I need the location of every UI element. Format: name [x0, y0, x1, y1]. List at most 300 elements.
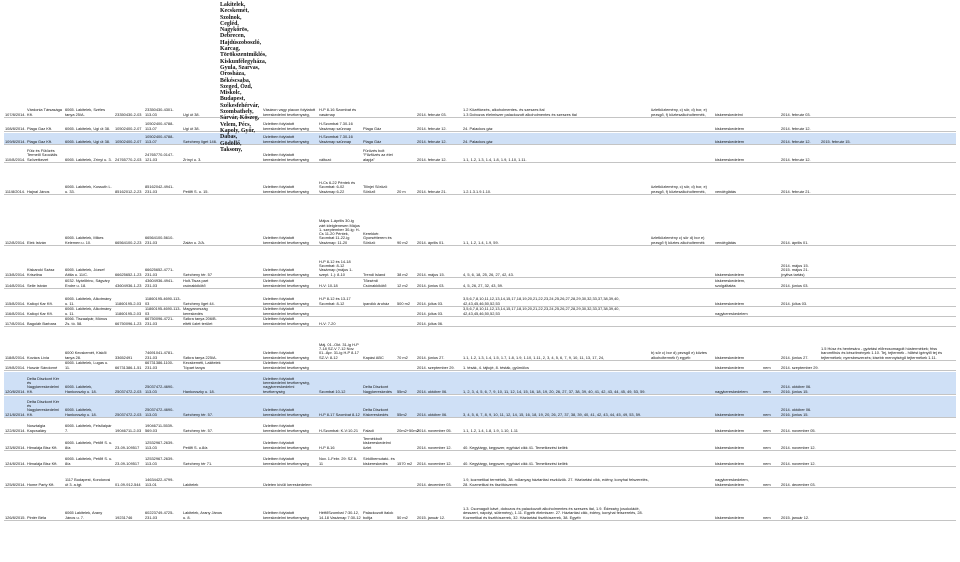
cell-start: 2014. február 21.: [417, 188, 447, 194]
cell-close: 2014. november 05.: [781, 427, 816, 433]
cell-range: Plaga Gáz: [363, 138, 382, 144]
cell-tax: 33652491: [115, 354, 133, 360]
table-row: [4, 372, 956, 395]
cell-site: Lakitelek: [183, 481, 199, 487]
cell-activity: Üzletben folytatott kereskedelmi tevékenység: [263, 407, 309, 417]
cell-range: Faladi: [363, 427, 374, 433]
cell-hours: [318, 468, 362, 487]
cell-range: iparcikk áruház: [363, 300, 390, 306]
cell-name: Huszár Sándorné: [27, 364, 58, 370]
cell-address: 6065. Lakitelek, Hankovszky u. 18.: [65, 407, 97, 417]
cell-area: 50 m2: [397, 514, 408, 520]
cell-activity: Üzletben folytatott kereskedelmi tevékenység: [263, 510, 309, 520]
cell-note: [820, 489, 956, 520]
cell-address: 6065. Lakitelek, Petőfi S. u. 8/a: [65, 456, 113, 466]
cell-area: [396, 318, 416, 326]
cell-type: üzletközlemény, c) sör, d) bor, e) pezsgő, f) köztesalkoholtermék,: [651, 107, 707, 117]
cell-range: Plaga Gáz: [363, 125, 382, 131]
cell-tax: 85162012-2-23: [115, 188, 142, 194]
cell-mode: kiskereskedelem: [715, 354, 744, 360]
cell-type: [650, 435, 714, 450]
cell-range: Kapási ABC: [363, 354, 384, 360]
cell-range: Fürözés bolt "Fűzfözés az élet alapja": [363, 148, 393, 162]
cell-name: Nosztalgia Kapcsaláry: [27, 423, 47, 433]
cell-close: [780, 318, 820, 326]
cell-note: [820, 435, 956, 450]
cell-reg: 25037472-4690-113-03: [145, 407, 174, 417]
cell-name: Delta Diszkont Kér és Nagykereskedelmi Kft.: [27, 375, 60, 394]
cell-activity: Üzletben folytatott kereskedelmi tevékenység: [263, 350, 309, 360]
cell-date: 117/8/2014.: [5, 320, 26, 326]
table-row: [4, 88, 956, 118]
cell-status: nem: [763, 444, 771, 450]
cell-reg: 12532967-2639-113-03: [145, 456, 174, 466]
cell-area: 20 m: [397, 188, 406, 194]
cell-activity: Üzletben folytatott kereskedelmi tevékenység: [263, 152, 309, 162]
cell-start: 2014. július 06.: [417, 320, 444, 326]
cell-type: [650, 396, 714, 417]
cell-products: 1.1, 1.2, 1.3, 1.4, 1.5, 1.7, 1.8, 1.9, 1.10, 1.11, 2, 3, 4, 5, 6, 7, 9, 10, 11, 13, 17, 24,: [463, 354, 605, 360]
cell-area: [396, 119, 416, 131]
cell-area: 500 m2: [397, 300, 410, 306]
cell-site: Szécheny tér 71.: [183, 460, 213, 466]
cell-close: 2014. június 27.: [781, 354, 809, 360]
cell-start: 2014. június 27.: [417, 354, 445, 360]
table-row: [4, 133, 956, 145]
cell-status: [762, 318, 780, 326]
table-row: [4, 452, 956, 467]
cell-area: 70 m2: [397, 354, 408, 360]
cell-status: nem: [763, 364, 771, 370]
cell-products: 3,5,6,7,8,10,11,12,13,14,15,17,18,19,20,21,22,23,24,25,26,27,28,29,30,32,33,37,38,39,40, 42,43,45,46,50,52,53: [463, 296, 620, 306]
cell-area: [396, 146, 416, 162]
cell-area: [396, 435, 416, 450]
cell-reg: 66731386-1100-231-03: [145, 360, 174, 370]
cell-start: 2014. július 03.: [417, 300, 444, 306]
cell-activity: Vásáron vagy piacon folytatott kereskedelmi tevékenység,: [263, 107, 316, 117]
cell-status: [762, 119, 780, 131]
cell-products: 1.1, 1.2, 1.3, 1.4, 1.8, 1.9, 1.10, 1.11.: [463, 156, 527, 162]
cell-hours: H-V: 7-20: [319, 320, 336, 326]
cell-area: [396, 133, 416, 144]
cell-name: Himalája Bisz Kft.: [27, 460, 58, 466]
cell-products: 1.2.1.3.1.9.1.10.: [463, 188, 492, 194]
table-row: [4, 396, 956, 418]
cell-type: [650, 362, 714, 370]
cell-reg: 10502400-4788-113-07: [145, 121, 174, 131]
cell-activity: Üzletben folytatott kereskedelmi tevékenység: [263, 306, 309, 316]
cell-area: 20m2+50m2: [397, 427, 419, 433]
cell-name: Elek István: [27, 239, 47, 245]
cell-activity: Üzletben folytatott kereskedelmi tevékenység: [263, 316, 309, 326]
cell-name: Kaliopi Kar Kft.: [27, 310, 53, 316]
cell-hours: H-P 8-12 és 13-17 Szombat: 8-12: [319, 296, 351, 306]
cell-start: 2014. július 03.: [417, 310, 444, 316]
cell-hours: Szombat 10-12: [319, 388, 346, 394]
cell-site: Szécheny tér. 57: [183, 271, 212, 277]
cell-products: 1, 2, 3, 4, 5, 6, 7, 9, 10, 11, 12, 14, 15, 16, 18, 19, 20, 26, 27, 37, 38, 39, 40, 41, 42, 43, 44, 45, 49, 53, 59.: [463, 388, 646, 394]
cell-address: 6065. Lakitelek, Ugi út 38.: [65, 125, 110, 131]
cell-area: [396, 308, 416, 316]
cell-hours: Máj. 01.-Okt. 31-ig H-P 7-18 SZ-V 7-12 Nov. 01.-Ápr. 31-ig H-P 8-17 SZ-V: 8-12: [319, 341, 359, 360]
cell-tax: 11860195-2-03: [115, 300, 142, 306]
cell-address: 6065. Lakitelek, Ugi út 38.: [65, 138, 110, 144]
cell-reg: 66564100-5610-231-03: [145, 235, 174, 245]
cell-date: 115/8/2014.: [5, 300, 26, 306]
cell-start: 2014. február 12.: [417, 156, 447, 162]
cell-reg: 85162042-4941-231-03: [145, 184, 174, 194]
cell-site: Petőfi S. u. 15.: [183, 188, 209, 194]
cell-close: 2014. november 12.: [781, 460, 816, 466]
cell-activity: Üzletben folytatott kereskedelmi tevékenység: [263, 184, 309, 194]
cell-mode: kiskereskedelem: [715, 271, 744, 277]
cell-mode: kiskereskedelem: [715, 156, 744, 162]
cell-tax: 19231746: [115, 514, 133, 520]
table-row: [4, 279, 956, 289]
cell-note: [820, 279, 956, 288]
cell-status: [762, 88, 780, 117]
cell-date: 119/8/2014.: [5, 364, 26, 370]
cell-mode: vendéglátás: [715, 188, 736, 194]
cell-close: 2014. október 06. 2016. június 15.: [781, 384, 812, 394]
cell-range: Sírkőbemutató- és kiskereskedés: [363, 456, 395, 466]
cell-name: Delta Diszkont Kér és Nagykereskedelmi Kft.: [27, 398, 60, 417]
cell-date: 108/8/2014.: [5, 125, 26, 131]
cell-range: Delta Diszkont Nagykereskedés: [363, 384, 392, 394]
cell-activity: Üzletben folytatott kereskedelmi tevékenység: [263, 423, 309, 433]
cell-date: 116/8/2014.: [5, 310, 26, 316]
cell-activity: Üzleten kívüli kereskedelem: [263, 481, 312, 487]
cell-note: [820, 196, 956, 245]
cell-note: [820, 146, 956, 162]
cell-name: Home Party Kft.: [27, 481, 55, 487]
cell-tax: 23-09-109517: [115, 460, 140, 466]
cell-status: [762, 133, 780, 144]
cell-name: Bagoláh Barbara: [27, 320, 57, 326]
cell-name: Hajnal János: [27, 188, 50, 194]
cell-reg: 66625652-4771-231-03: [145, 267, 174, 277]
cell-start: 2014. június 03.: [417, 282, 445, 288]
cell-address: 6065. Lakitelek, Petőfi S. u. 8/a: [65, 440, 113, 450]
cell-hours: H-Szombat 7.30-16 Vasárnap szünnap: [319, 121, 353, 131]
location-list-cell: Lakitelek, Kecskemét, Szolnok, Cegléd, Nagykőrös, Debrecen, Hajdúszoboszló, Karcag, Törökszentmiklós, Kiskunfélegyháza, Gyula, Szarvas, Orosháza, Békéscsaba, Szeged, Ózd, Miskolc, Budapest, Székesfehérvár, Szombathely, Sárvár, Kőszeg, Velem, Pécs, Kapoly, Győr, Dabas, Gödöllő, Taksony,: [220, 2, 267, 153]
cell-products: 1.1, 1.2, 1.4, 1.9, 59.: [463, 239, 499, 245]
cell-site: Zalán u. 2/A.: [183, 239, 206, 245]
cell-name: Kiskaroki Szász Krisztina: [27, 267, 55, 277]
cell-address: 6065 Lakitelek, Arany János u. 7.: [65, 510, 103, 520]
cell-address: 6065. Lakitelek, Kossuth L. u. 33.: [65, 184, 112, 194]
cell-close: 2015. január 12.: [781, 514, 810, 520]
cell-status: nem: [763, 388, 771, 394]
table-row: [4, 468, 956, 488]
cell-tax: 24765770-2-03: [115, 156, 142, 162]
cell-address: 6065. Lakitelek, Mikes Kelemen u. 10.: [65, 235, 104, 245]
cell-mode: kiskereskedelmi: [715, 111, 743, 117]
cell-tax: 66731386-1-51: [115, 364, 142, 370]
cell-mode: kiskereskedelem: [715, 138, 744, 144]
cell-reg: 24765770-0147-121-03: [145, 152, 174, 162]
cell-close: 2014. július 03.: [781, 300, 808, 306]
cell-close: [780, 308, 820, 316]
cell-status: [762, 196, 780, 245]
cell-hours: [318, 308, 362, 316]
table-row: [4, 164, 956, 195]
cell-hours: Május 1-április 30-ig zárt ideiglenesen Május 1- szeptember 30-ig: H-Cs 11-20 Péntek, Szombat 11-22-ig Vasárnap: 11-20: [319, 218, 360, 245]
cell-status: [762, 308, 780, 316]
cell-type: üzletközlemény c) sör d) bor e) pezsgő f) köztes alkoholtermék: [651, 235, 705, 245]
table-row: [4, 290, 956, 307]
cell-address: 6065. Lakitelek, Felsőalpár 7.: [65, 423, 112, 433]
cell-mode: kiskereskedelem, szolgáltatás: [715, 278, 746, 288]
cell-hours: H-P 8-12 és 14-18 Szombat: 8-12 Vasárnap (május 1- szept. 1.): 8-10: [319, 258, 353, 277]
cell-status: nem: [763, 427, 771, 433]
table-row: [4, 328, 956, 361]
cell-reg: 25037472-4690-113-03: [145, 384, 174, 394]
cell-hours: H-Szombat: K-V:10-21: [319, 427, 358, 433]
cell-date: 112/8/2014.: [5, 239, 26, 245]
cell-site: Szécheny tér. 57.: [183, 427, 214, 433]
cell-range: [362, 318, 396, 326]
cell-tax: 01-09-912-544: [115, 481, 141, 487]
cell-note: [820, 396, 956, 417]
cell-address: 6065. Lakitelek, József Attila u. 11/C.: [65, 267, 105, 277]
cell-activity: Üzletben folytatott kereskedelmi tevékenység: [263, 296, 309, 306]
cell-close: 2014. február 12.: [781, 138, 811, 144]
cell-area: 12 m2: [397, 282, 408, 288]
cell-hours: HétfőSzombat 7:30-12, 14-18 Vasárnap 7:30-12: [319, 510, 361, 520]
cell-note: [820, 372, 956, 394]
cell-products: 3,5,6,7,8,10,11,12,13,14,15,17,18,19,20,21,22,23,24,25,26,27,28,29,30,32,33,37,38,39,40, 42,43,45,46,50,52,53: [463, 306, 620, 316]
cell-start: 2014. április 01.: [417, 239, 445, 245]
cell-note: [820, 290, 956, 306]
cell-tax: 19046711-2-03: [115, 427, 142, 433]
cell-mode: kiskereskedelem: [715, 125, 744, 131]
cell-name: Himalája Bisz Kft.: [27, 444, 58, 450]
cell-name: Selle István: [27, 282, 48, 288]
cell-type: [650, 290, 714, 306]
cell-area: [396, 468, 416, 487]
table-row: [4, 435, 956, 451]
cell-mode: kiskereskedelem: [715, 427, 744, 433]
cell-tax: 23350430-2-03: [115, 111, 142, 117]
cell-date: 121/8/2014.: [5, 411, 26, 417]
cell-type: üzletközlemény, c) sör, d) bor, e) pezsgő, f) köztesalkoholtermék,: [651, 184, 707, 194]
cell-tax: 25037472-2-03: [115, 411, 142, 417]
cell-reg: 12532967-2639-113-03: [145, 440, 174, 450]
cell-area: 55m2: [397, 388, 407, 394]
cell-date: 113/8/2014.: [5, 271, 26, 277]
cell-address: 6066. Tiszaalpár, Mónus Zs. tó. 58.: [65, 316, 108, 326]
cell-range: Trendi Island: [363, 271, 386, 277]
cell-range: Palackozott italok boltja: [363, 510, 394, 520]
cell-range: [362, 468, 396, 487]
cell-activity: Üzletben folytatott kereskedelmi tevékenység: [263, 235, 309, 245]
cell-status: [762, 146, 780, 162]
cell-area: 38 m2: [397, 271, 408, 277]
cell-type: [650, 146, 714, 162]
cell-date: 114/8/2014.: [5, 282, 26, 288]
cell-hours: Nov. 1-Febr. 29: SZ 8-11: [319, 456, 358, 466]
cell-note: [820, 247, 956, 277]
cell-address: 6065. Lakitelek, Zrínyi u. 3.: [65, 156, 112, 162]
cell-address: 6065. Lakitelek, Lugas u. 11.: [65, 360, 109, 370]
cell-site: Kecskeméti, Lakitelek Tópart tanya: [183, 360, 221, 370]
cell-reg: 11860195-4690-113-03: [145, 306, 181, 316]
cell-type: [650, 133, 714, 144]
cell-start: 2014. október 06.: [417, 411, 448, 417]
cell-type: [650, 468, 714, 487]
cell-hours: [318, 362, 362, 370]
cell-range: Tilinjei Sörözö Söröző: [363, 184, 388, 194]
cell-date: 110/8/2014.: [5, 156, 26, 162]
cell-products: 1. tésák, 4. tájtojé, 8. tésták, gyümölcs: [463, 364, 529, 370]
cell-hours: H-P 8-16: [319, 444, 335, 450]
cell-start: 2014. december 03.: [417, 481, 452, 487]
cell-products: 1.9, kozmetikai termékek, 38. műanyag háztartási eszközök. 27. Háztartási cikk, edény, konyhai felszerelés, 28. Kozmetikai és tisztítószerek: [463, 477, 649, 487]
cell-tax: 10502400-2-07: [115, 125, 142, 131]
cell-tax: 25037472-2-03: [115, 388, 142, 394]
cell-start: 2014. október 06.: [417, 388, 448, 394]
cell-products: 1.2 Közétkezés, alkoholmentes- és szeszes ital 1.3 Dobozos élelmiszer palackozott alkoholmentes és szeszes ital: [463, 107, 577, 117]
cell-range: [362, 308, 396, 316]
cell-activity: Üzletben folytatott kereskedelmi tevékenység: [263, 134, 309, 144]
cell-reg: 60223749-4725-231-03: [145, 510, 174, 520]
cell-close: 2014. június 03.: [781, 282, 809, 288]
cell-name: Kovács Lívia: [27, 354, 50, 360]
cell-start: 2014. február 12.: [417, 138, 447, 144]
cell-hours: H-P 8-17 Szombat 8-12: [319, 411, 360, 417]
cell-date: 125/8/2014.: [5, 481, 26, 487]
cell-site: Lakitelek, Arany János u. 8.: [183, 510, 222, 520]
cell-close: 2014. február 12.: [781, 156, 811, 162]
cell-status: nem: [763, 411, 771, 417]
cell-reg: 74691041-4781-231-03: [145, 350, 174, 360]
cell-range: Tőzsérdi Csónakkikötő: [363, 278, 387, 288]
cell-mode: nagykereskedelem, kiskereskedelem: [715, 477, 749, 487]
cell-products: 1.3. Csomagolt kávé, dobozos és palackozott alkoholmentes és szeszes ital, 1.9. Édesség (csokoládé, desszert, nápolyi, sütemény), 1.11. Egyéb élelmiszer. 27. Háztartási cikk, édény, konyhai felszerelés, 28. Kozmetikai és tisztítószerek, 32. Háztartási tisztítószerek, 38. Egyéb: [463, 506, 643, 520]
cell-close: 2014. november 12.: [781, 444, 816, 450]
cell-address: 6032. Nyárlőrinc, Ságváry Endre u. 18.: [65, 278, 110, 288]
cell-type: [650, 308, 714, 316]
cell-area: [396, 362, 416, 370]
cell-type: [650, 372, 714, 394]
cell-close: 2014. február 12.: [781, 125, 811, 131]
cell-reg: 10502400-4788-113-07: [145, 134, 174, 144]
cell-note: [820, 318, 956, 326]
cell-note: [820, 419, 956, 433]
cell-status: [762, 290, 780, 306]
cell-status: [762, 328, 780, 360]
cell-area: 55m2: [397, 411, 407, 417]
cell-status: [762, 247, 780, 277]
cell-tax: 66750096-1-23: [115, 320, 142, 326]
cell-start: 2015. január 12.: [417, 514, 446, 520]
cell-products: 24. Palackos gáz: [463, 138, 493, 144]
cell-hours: H-V: 10-18: [319, 282, 338, 288]
cell-site: Zrínyi u. 3.: [183, 156, 202, 162]
cell-type: [650, 489, 714, 520]
cell-reg: 23350430-4301-113-03: [145, 107, 174, 117]
cell-note: [820, 452, 956, 466]
cell-type: [650, 279, 714, 288]
cell-reg: 11860195-4690-113-03: [145, 296, 181, 306]
cell-start: 2014. szeptember 29.: [417, 364, 455, 370]
cell-products: 4, 5, 26, 27, 32, 43, 59.: [463, 282, 504, 288]
cell-close: 2014. szeptember 29.: [781, 364, 819, 370]
cell-name: Pintér Béla: [27, 514, 47, 520]
cell-tax: 43604936-1-23: [115, 282, 142, 288]
cell-status: [762, 164, 780, 194]
cell-start: 2014. november 12.: [417, 460, 452, 466]
cell-name: Várdonia Társasága Kft.: [27, 107, 62, 117]
cell-mode: nagykereskedelem: [715, 388, 748, 394]
cell-tax: 11860195-2-03: [115, 310, 142, 316]
cell-close: 2014. február 21.: [781, 188, 811, 194]
cell-status: nem: [763, 514, 771, 520]
table-row: [4, 119, 956, 132]
cell-products: 40. Kegytárgy, kegyszer, egyházi cikk 41. Temetkezési kellék: [463, 460, 568, 466]
cell-address: 6000 Kecskemét, Kiskői tanya 28.: [65, 350, 107, 360]
cell-mode: vendéglátás: [715, 239, 736, 245]
cell-date: 120/8/2014.: [5, 388, 26, 394]
cell-note: [820, 88, 956, 117]
cell-mode: kiskereskedelem: [715, 364, 744, 370]
cell-start: 2014. május 15.: [417, 271, 445, 277]
cell-address: 6065. Lakitelek, Hankovszky u. 18.: [65, 384, 97, 394]
cell-hours: változó: [319, 156, 332, 162]
cell-note: 2015. február 15.: [821, 138, 851, 144]
cell-type: b) sör c) bor d) pezsgő e) köztes alkoholtermék f) egyéb: [651, 350, 708, 360]
cell-tax: 66564100-2-23: [115, 239, 142, 245]
cell-mode: [714, 318, 762, 326]
cell-site: Szikra tanya 206/B. eltéti üzlet terület: [183, 316, 217, 326]
cell-products: 24. Palackos gáz: [463, 125, 493, 131]
cell-activity: Üzletben folytatott kereskedelmi tevékenység: [263, 278, 309, 288]
cell-range: [362, 362, 396, 370]
cell-site: Szikra tanya 225/A.: [183, 354, 217, 360]
cell-reg: 19046711-5539-569-03: [145, 423, 174, 433]
cell-address: 6065. Lakitelek, Alkotmány u. 11.: [65, 306, 112, 316]
cell-close: 2014. május 15. 2015. május 21. (nyitva tartás): [781, 263, 809, 277]
cell-hours: H-Cs 6-22 Péntek és Szombat: 6-02 Vasárnap 6-22: [319, 180, 356, 194]
cell-products: 1.1, 1.2, 1.4, 1.8, 1.9, 1.10, 1.11: [463, 427, 518, 433]
cell-note: [820, 468, 956, 487]
cell-site: Holt-Tisza part csónakkikötő: [183, 278, 209, 288]
cell-site: Petőfi S. u.8/a: [183, 444, 208, 450]
cell-status: nem: [763, 481, 771, 487]
cell-close: 2014. december 03.: [781, 481, 816, 487]
cell-tax: 23-09-109517: [115, 444, 140, 450]
cell-status: nem: [763, 460, 771, 466]
cell-name: Kaliopi Kar Kft.: [27, 300, 53, 306]
cell-activity: Üzletben folytatott kereskedelmi tevékenység, nagykereskedelmi tevékenység: [263, 375, 310, 394]
table-row: [4, 318, 956, 327]
cell-activity: Üzletben folytatott kereskedelmi tevékenység: [263, 456, 309, 466]
cell-mode: nagykereskedelem: [715, 310, 748, 316]
cell-site: Hankovszky u. 18.: [183, 388, 215, 394]
cell-reg: 66750096-4721-231-03: [145, 316, 174, 326]
cell-tax: 66625652-1-23: [115, 271, 142, 277]
cell-hours: H-P 8-16 Szombat és vasárnap: [319, 107, 357, 117]
cell-start: 2014. február 03.: [417, 111, 447, 117]
cell-products: 3, 4, 5, 6, 7, 8, 9, 10, 11, 12, 14, 15, 16, 18, 19, 20, 26, 27, 37, 38, 39, 40, 41, 42, 43, 44, 45, 49, 53, 59.: [463, 411, 642, 417]
cell-site: Szécheny liget 44.: [183, 300, 215, 306]
table-row: [4, 419, 956, 434]
cell-range: Kerekkér. Gyorsétterem és Sörözö: [363, 231, 392, 245]
cell-start: 2014. november 05.: [417, 427, 452, 433]
cell-site: Ugi út 38.: [183, 111, 200, 117]
cell-site: Szécheny liget 146.: [183, 138, 217, 144]
